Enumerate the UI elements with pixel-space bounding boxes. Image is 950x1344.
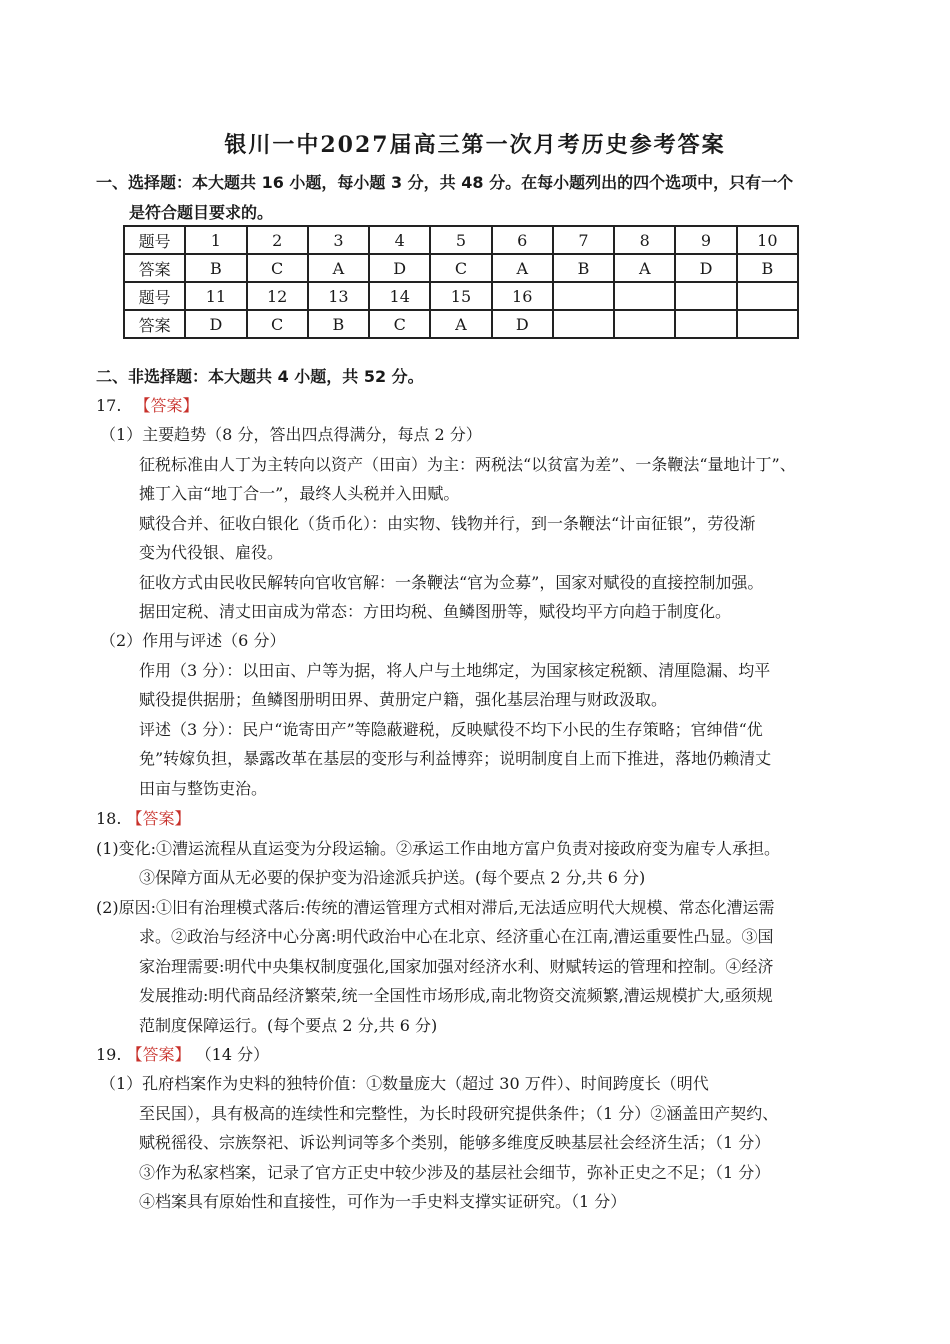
q17-s1-line: 征收方式由民收民解转向官收官解：一条鞭法“官为佥募”，国家对赋役的直接控制加强。 (139, 573, 764, 592)
q19-line: ④档案具有原始性和直接性，可作为一手史料支撑实证研究。（1 分） (139, 1192, 627, 1211)
q18-s2-line: 家治理需要:明代中央集权制度强化,国家加强对经济水利、财赋转运的管理和控制。④经济 (139, 957, 774, 976)
table-cell: 8 (614, 226, 675, 254)
q18-label (96, 806, 191, 829)
q17-s2-line: 田亩与整饬吏治。 (139, 779, 268, 798)
q17-s2-line: 免”转嫁负担，暴露改革在基层的变形与利益博弈；说明制度自上而下推进，落地仍赖清丈 (139, 749, 772, 768)
table-cell: 6 (492, 226, 553, 254)
row-header-question: 题号 (124, 282, 185, 310)
table-row-questions-1 (124, 226, 798, 254)
q18-s1-line: ③保障方面从无必要的保护变为沿途派兵护送。(每个要点 2 分,共 6 分) (139, 868, 646, 887)
table-cell: 12 (247, 282, 308, 310)
table-cell: 4 (369, 226, 430, 254)
table-row-answers-1 (124, 254, 798, 282)
table-cell: C (369, 310, 430, 338)
table-cell (675, 282, 736, 310)
table-cell: 14 (369, 282, 430, 310)
question-number: 18. (96, 809, 122, 828)
table-cell: A (614, 254, 675, 282)
table-cell: 1 (185, 226, 246, 254)
table-cell: D (675, 254, 736, 282)
row-header-question: 题号 (124, 226, 185, 254)
q17-s1-heading: （1）主要趋势（8 分，答出四点得满分，每点 2 分） (100, 425, 482, 444)
question-number: 19. (96, 1045, 122, 1064)
q19-line: 赋税徭役、宗族祭祀、诉讼判词等多个类别，能够多维度反映基层社会经济生活；（1 分） (139, 1133, 771, 1152)
q17-s1-line: 据田定税、清丈田亩成为常态：方田均税、鱼鳞图册等，赋役均平方向趋于制度化。 (139, 602, 732, 621)
table-cell: B (553, 254, 614, 282)
table-cell: 5 (430, 226, 491, 254)
table-cell: B (308, 310, 369, 338)
q18-s2-line: 范制度保障运行。(每个要点 2 分,共 6 分) (139, 1016, 438, 1035)
table-cell: B (185, 254, 246, 282)
table-cell: 11 (185, 282, 246, 310)
table-row-answers-2 (124, 310, 798, 338)
table-cell: A (492, 254, 553, 282)
q19-line: 至民国），具有极高的连续性和完整性，为长时段研究提供条件；（1 分）②涵盖田产契约、 (139, 1104, 779, 1123)
table-cell: 3 (308, 226, 369, 254)
table-cell: 7 (553, 226, 614, 254)
table-cell: D (369, 254, 430, 282)
q17-s2-line: 评述（3 分）：民户“诡寄田产”等隐蔽避税，反映赋役不均下小民的生存策略；官绅借“优 (139, 720, 763, 739)
table-cell: 2 (247, 226, 308, 254)
page-title: 银川一中2027届高三第一次月考历史参考答案 (224, 132, 726, 158)
q19-label (96, 1042, 269, 1065)
q17-s1-line: 赋役合并、征收白银化（货币化）：由实物、钱物并行，到一条鞭法“计亩征银”，劳役渐 (139, 514, 756, 533)
table-cell: C (430, 254, 491, 282)
table-cell (553, 310, 614, 338)
table-cell (614, 310, 675, 338)
table-cell: C (247, 310, 308, 338)
table-cell: 16 (492, 282, 553, 310)
answer-tag: 【答案】 (126, 809, 191, 828)
q18-s2-line: 求。②政治与经济中心分离:明代政治中心在北京、经济重心在江南,漕运重要性凸显。③国 (139, 927, 774, 946)
q18-s2-line: 发展推动:明代商品经济繁荣,统一全国性市场形成,南北物资交流频繁,漕运规模扩大,亟须规 (139, 986, 773, 1005)
table-row-questions-2 (124, 282, 798, 310)
part1-heading-line1: 一、选择题：本大题共 16 小题，每小题 3 分，共 48 分。在每小题列出的四个选项中，只有一个 (96, 173, 794, 192)
table-cell: B (737, 254, 798, 282)
q18-s1-line: (1)变化:①漕运流程从直运变为分段运输。②承运工作由地方富户负责对接政府变为雇专人承担。 (96, 839, 781, 858)
part2-heading: 二、非选择题：本大题共 4 小题，共 52 分。 (96, 367, 424, 386)
table-cell: 10 (737, 226, 798, 254)
table-cell: C (247, 254, 308, 282)
table-cell: A (430, 310, 491, 338)
table-cell (737, 282, 798, 310)
answer-tag: 【答案】 (134, 396, 199, 415)
q17-s2-line: 作用（3 分）：以田亩、户等为据，将人户与土地绑定，为国家核定税额、清厘隐漏、均平 (139, 661, 771, 680)
table-cell (675, 310, 736, 338)
score-note: （14 分） (195, 1045, 270, 1064)
table-cell (737, 310, 798, 338)
table-cell: 9 (675, 226, 736, 254)
q17-s1-line: 征税标准由人丁为主转向以资产（田亩）为主：两税法“以贫富为差”、一条鞭法“量地计丁”、 (139, 455, 796, 474)
q17-s2-heading: （2）作用与评述（6 分） (100, 631, 286, 650)
answer-table (123, 225, 799, 339)
table-cell (553, 282, 614, 310)
table-cell: D (492, 310, 553, 338)
q19-line: ③作为私家档案，记录了官方正史中较少涉及的基层社会细节，弥补正史之不足；（1 分） (139, 1163, 771, 1182)
table-cell: D (185, 310, 246, 338)
question-number: 17. (96, 396, 122, 415)
table-cell: A (308, 254, 369, 282)
q17-s2-line: 赋役提供据册；鱼鳞图册明田界、黄册定户籍，强化基层治理与财政汲取。 (139, 690, 668, 709)
table-cell: 15 (430, 282, 491, 310)
q17-label (96, 393, 199, 416)
row-header-answer: 答案 (124, 254, 185, 282)
q19-line: （1）孔府档案作为史料的独特价值：①数量庞大（超过 30 万件）、时间跨度长（明代 (100, 1074, 709, 1093)
q17-s1-line: 变为代役银、雇役。 (139, 543, 284, 562)
table-cell: 13 (308, 282, 369, 310)
q18-s2-line: (2)原因:①旧有治理模式落后:传统的漕运管理方式相对滞后,无法适应明代大规模、常态化漕运需 (96, 898, 775, 917)
row-header-answer: 答案 (124, 310, 185, 338)
answer-tag: 【答案】 (126, 1045, 191, 1064)
q17-s1-line: 摊丁入亩“地丁合一”，最终人头税并入田赋。 (139, 484, 460, 503)
part1-heading-line2: 是符合题目要求的。 (129, 203, 274, 222)
table-cell (614, 282, 675, 310)
